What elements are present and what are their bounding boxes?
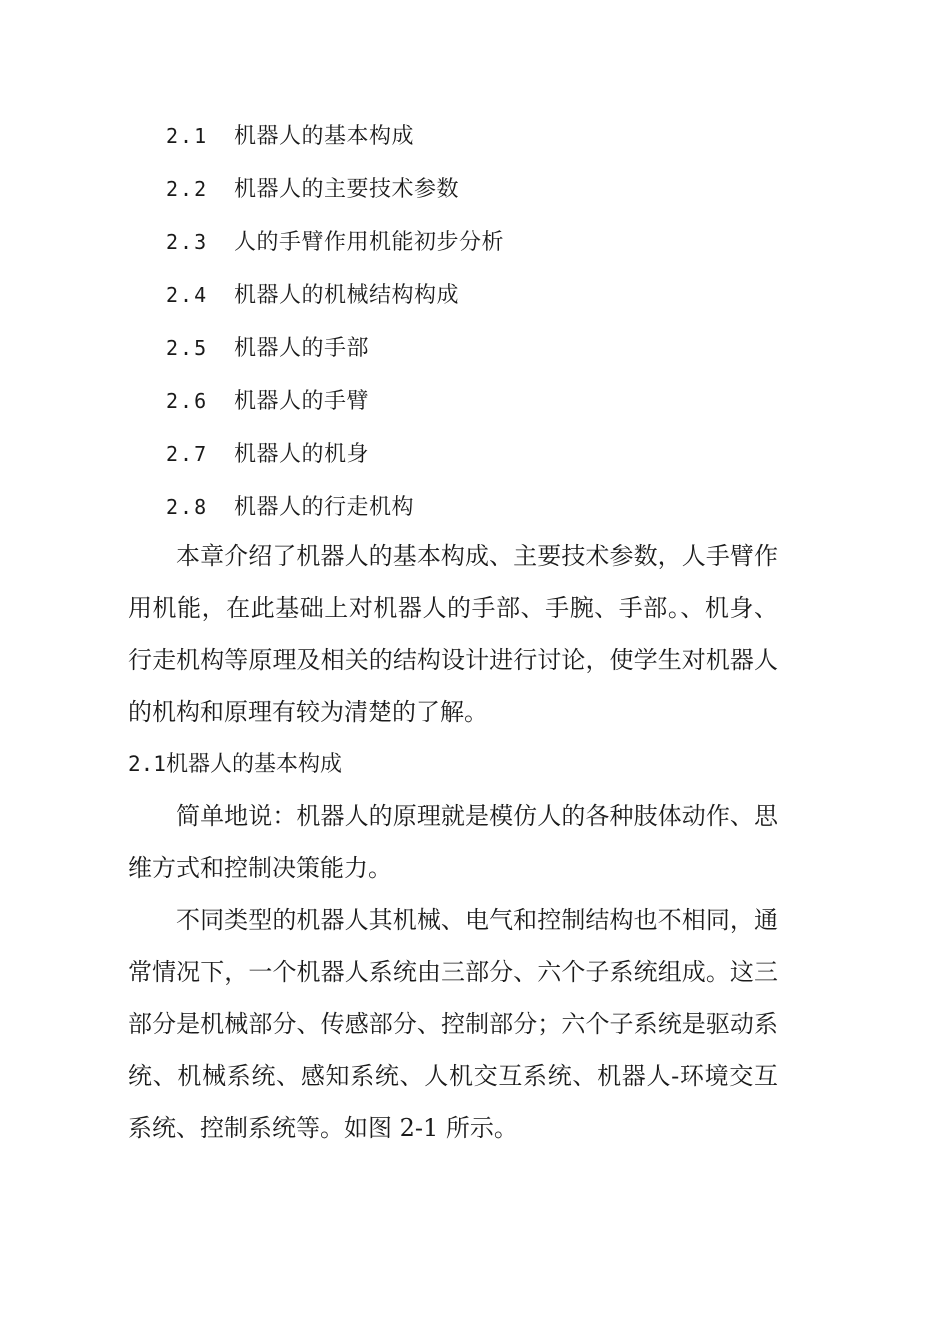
toc-item-title: 人的手臂作用机能初步分析 xyxy=(234,230,505,255)
toc-item-number: 2.6 xyxy=(166,389,209,413)
section-title: 机器人的基本构成 xyxy=(165,752,342,777)
toc-item-number: 2.4 xyxy=(166,283,209,307)
toc-item xyxy=(166,375,766,428)
paragraph: 简单地说：机器人的原理就是模仿人的各种肢体动作、思维方式和控制决策能力。 xyxy=(128,802,778,882)
toc-item xyxy=(166,428,766,481)
toc-item-title: 机器人的行走机构 xyxy=(234,495,415,520)
toc-item-title: 机器人的基本构成 xyxy=(234,124,415,149)
toc-item-title: 机器人的机械结构构成 xyxy=(234,283,460,308)
table-of-contents xyxy=(166,110,766,534)
toc-item-title: 机器人的手臂 xyxy=(234,389,370,414)
toc-item-title: 机器人的手部 xyxy=(234,336,370,361)
intro-paragraph: 本章介绍了机器人的基本构成、主要技术参数，人手臂作用机能，在此基础上对机器人的手部、手腕、手部。、机身、行走机构等原理及相关的结构设计进行讨论，使学生对机器人的机构和原理有较为清楚的了解。 xyxy=(128,542,778,726)
toc-item xyxy=(166,216,766,269)
body-text xyxy=(128,530,778,1154)
toc-item-number: 2.7 xyxy=(166,442,209,466)
toc-item-number: 2.3 xyxy=(166,230,209,254)
toc-item-title: 机器人的主要技术参数 xyxy=(234,177,460,202)
section-heading xyxy=(128,738,778,790)
toc-item xyxy=(166,481,766,534)
toc-item-number: 2.5 xyxy=(166,336,209,360)
toc-item-number: 2.2 xyxy=(166,177,209,201)
section-number: 2.1 xyxy=(128,752,166,776)
toc-item-title: 机器人的机身 xyxy=(234,442,370,467)
toc-item xyxy=(166,322,766,375)
toc-item-number: 2.8 xyxy=(166,495,209,519)
toc-item xyxy=(166,110,766,163)
toc-item-number: 2.1 xyxy=(166,124,209,148)
paragraph: 不同类型的机器人其机械、电气和控制结构也不相同，通常情况下，一个机器人系统由三部分、六个子系统组成。这三部分是机械部分、传感部分、控制部分；六个子系统是驱动系统、机械系统、感知系统、人机交互系统、机器人-环境交互系统、控制系统等。如图 2-1 所示。 xyxy=(128,906,778,1142)
toc-item xyxy=(166,163,766,216)
toc-item xyxy=(166,269,766,322)
